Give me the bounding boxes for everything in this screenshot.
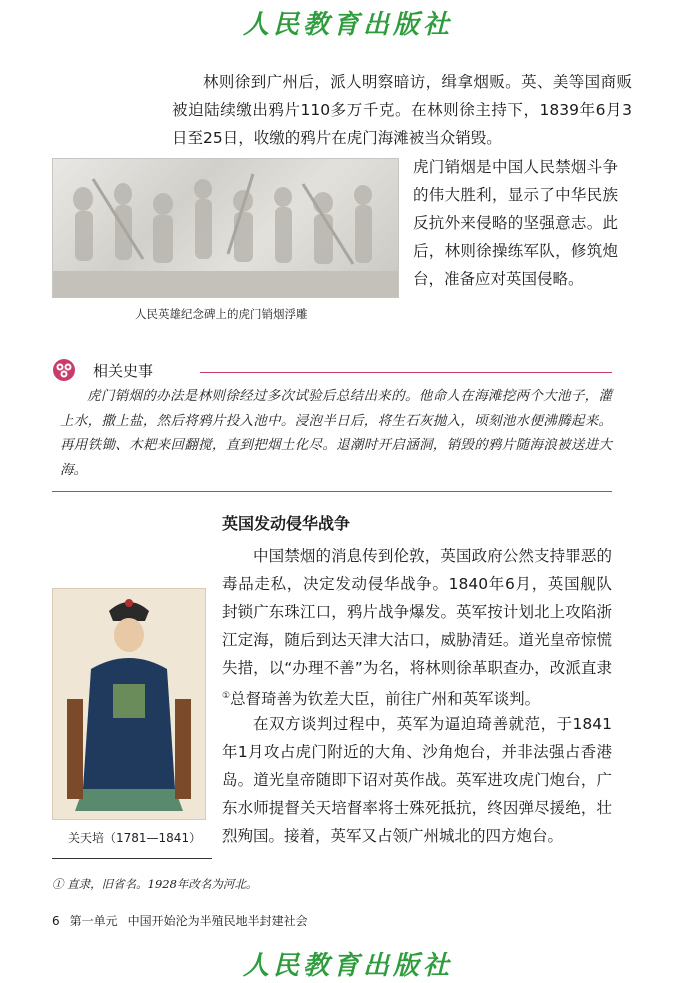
aside-flower-icon [52,358,76,382]
relief-caption: 人民英雄纪念碑上的虎门销烟浮雕 [135,307,308,321]
aside-text: 虎门销烟的办法是林则徐经过多次试验后总结出来的。他命人在海滩挖两个大池子，灌上水，撒上盐，然后将鸦片投入池中。浸泡半日后，将生石灰抛入，顷刻池水便沸腾起来。再用铁锄、木耙来回翻搅，直到把烟土化尽。退潮时开启涵洞，销毁的鸦片随海浪被送进大海。 [60,388,612,478]
section-title: 英国发动侵华战争 [222,514,351,533]
unit-label: 第一单元 [69,914,118,928]
publisher-logo-bottom: 人民教育出版社 [242,951,453,981]
footnote: ① 直隶，旧省名。1928年改名为河北。 [52,877,258,891]
footnote-rule [52,858,212,859]
aside-bottom-rule [52,491,612,492]
intro-paragraph-1: 林则徐到广州后，派人明察暗访，缉拿烟贩。英、美等国商贩被迫陆续缴出鸦片110多万千克。在林则徐主持下，1839年6月3日至25日，收缴的鸦片在虎门海滩被当众销毁。 [172,73,632,147]
portrait-drawing [53,589,205,819]
relief-sculpture-image [52,158,399,298]
relief-figures-drawing [53,159,398,297]
portrait-image [52,588,206,820]
page-footer [52,912,318,929]
section-paragraph-1-part-a: 中国禁烟的消息传到伦敦，英国政府公然支持罪恶的毒品走私，决定发动侵华战争。1840年6月，英国舰队封锁广东珠江口，鸦片战争爆发。英军按计划北上攻陷浙江定海，随后到达天津大沽口，威胁清廷。道光皇帝惊慌失措，以“办理不善”为名，将林则徐革职查办，改派直隶 [222,547,612,677]
intro-paragraph-2: 虎门销烟是中国人民禁烟斗争的伟大胜利，显示了中华民族反抗外来侵略的坚强意志。此后，林则徐操练军队，修筑炮台，准备应对英国侵略。 [413,158,618,288]
portrait-caption: 关天培（1781—1841） [68,831,202,845]
section-paragraph-2: 在双方谈判过程中，英军为逼迫琦善就范，于1841年1月攻占虎门附近的大角、沙角炮台，并非法强占香港岛。道光皇帝随即下诏对英作战。英军进攻虎门炮台，广东水师提督关天培督率将士殊死抵抗，终因弹尽援绝，壮烈殉国。接着，英军又占领广州城北的四方炮台。 [222,715,612,845]
unit-title: 中国开始沦为半殖民地半封建社会 [127,914,308,928]
publisher-logo-top: 人民教育出版社 [242,10,453,40]
aside-top-rule [200,372,612,373]
section-paragraph-1-part-b: 总督琦善为钦差大臣，前往广州和英军谈判。 [230,690,541,709]
footnote-marker[interactable]: ① [222,691,231,701]
aside-title: 相关史事 [93,362,154,380]
section-paragraph-1 [222,542,612,713]
page-number: 6 [52,914,60,928]
